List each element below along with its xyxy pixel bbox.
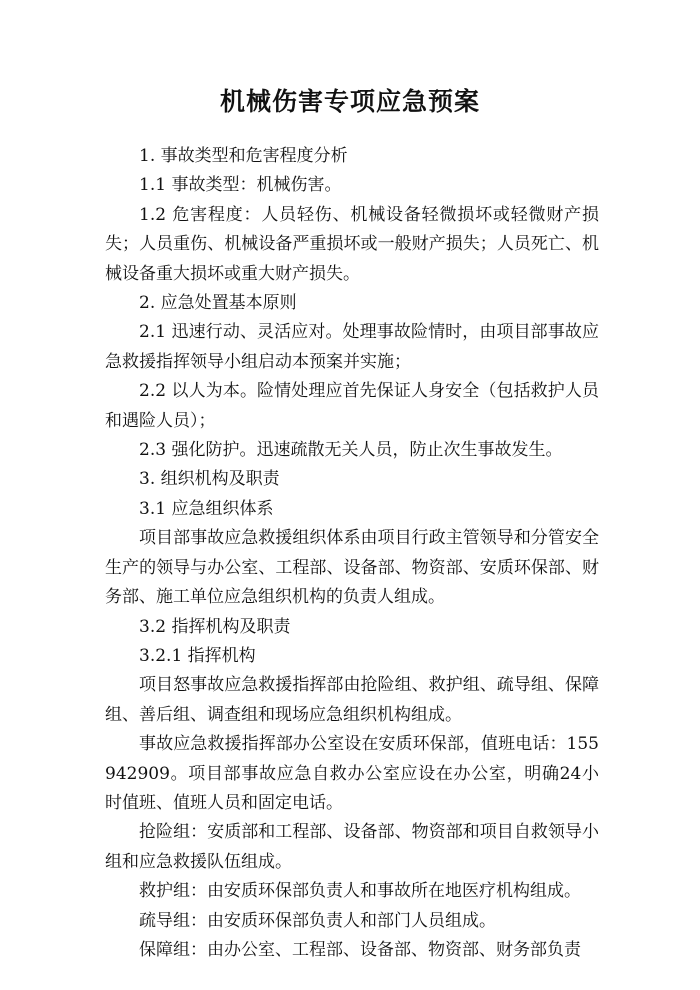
- document-title: 机械伤害专项应急预案: [219, 87, 480, 116]
- paragraph-command-structure: 项目怒事故应急救援指挥部由抢险组、救护组、疏导组、保障组、善后组、调查组和现场应急组织机构组成。: [105, 675, 599, 725]
- paragraph-2-2: 2.2 以人为本。险情处理应首先保证人身安全（包括救护人员和遇险人员）；: [105, 381, 599, 431]
- paragraph-medical-team: 救护组：由安质环保部负责人和事故所在地医疗机构组成。: [139, 881, 581, 902]
- paragraph-2-3: 2.3 强化防护。迅速疏散无关人员，防止次生事故发生。: [139, 440, 563, 461]
- heading-3-2-1: 3.2.1 指挥机构: [139, 645, 256, 666]
- paragraph-duty-office: 事故应急救援指挥部办公室设在安质环保部，值班电话：155942909。项目部事故应急自救办公室应设在办公室，明确24小时值班、值班人员和固定电话。: [105, 734, 599, 813]
- document-body: [105, 142, 599, 965]
- paragraph-support-team: 保障组：由办公室、工程部、设备部、物资部、财务部负责: [139, 939, 581, 960]
- heading-1: 1. 事故类型和危害程度分析: [139, 146, 348, 166]
- heading-3-2: 3.2 指挥机构及职责: [139, 616, 291, 637]
- paragraph-1-1: 1.1 事故类型：机械伤害。: [139, 175, 342, 196]
- paragraph-evacuation-team: 疏导组：由安质环保部负责人和部门人员组成。: [139, 910, 496, 931]
- paragraph-3-1: 项目部事故应急救援组织体系由项目行政主管领导和分管安全生产的领导与办公室、工程部、设备部、物资部、安质环保部、财务部、施工单位应急组织机构的负责人组成。: [105, 528, 599, 608]
- heading-3-1: 3.1 应急组织体系: [139, 498, 274, 519]
- heading-2: 2. 应急处置基本原则: [139, 293, 297, 314]
- paragraph-2-1: 2.1 迅速行动、灵活应对。处理事故险情时，由项目部事故应急救援指挥领导小组启动本预案并实施；: [105, 322, 599, 372]
- paragraph-rescue-team: 抢险组：安质部和工程部、设备部、物资部和项目自救领导小组和应急救援队伍组成。: [105, 822, 599, 872]
- paragraph-1-2: 1.2 危害程度：人员轻伤、机械设备轻微损坏或轻微财产损失；人员重伤、机械设备严重损坏或一般财产损失；人员死亡、机械设备重大损坏或重大财产损失。: [105, 204, 599, 284]
- heading-3: 3. 组织机构及职责: [139, 469, 280, 490]
